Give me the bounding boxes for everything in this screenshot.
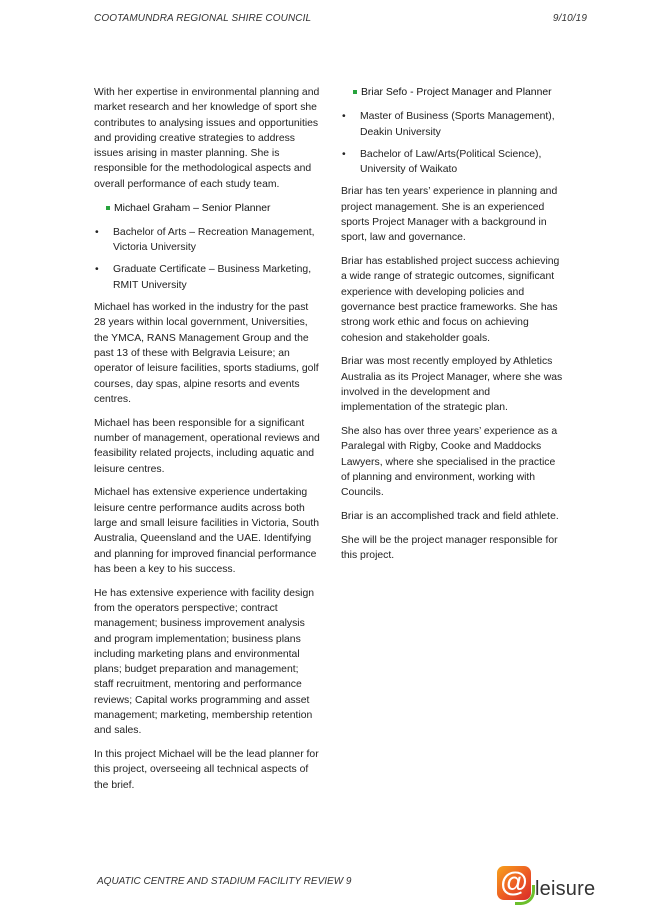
qualification-text: Bachelor of Arts – Recreation Management, Victoria University bbox=[113, 226, 315, 254]
body-paragraph: He has extensive experience with facility design from the operators perspective; contract management; business improvement analysis and program implementation; business plans including marketing plans and environmental plans; budget preparation and management; staff recruitment, mentoring and performance reviews; Capital works programming and asset management; marketing, membership retention and sales. bbox=[94, 587, 315, 737]
michael-heading-text: Michael Graham – Senior Planner bbox=[114, 202, 271, 214]
green-square-bullet-icon bbox=[106, 206, 110, 210]
michael-heading bbox=[94, 201, 320, 216]
at-symbol: @ bbox=[500, 866, 528, 897]
briar-heading bbox=[341, 85, 563, 100]
body-paragraph: Briar has ten years’ experience in planning and project management. She is an experienced sports Project Manager with a background in sport, law and governance. bbox=[341, 186, 558, 244]
body-paragraph: Briar was most recently employed by Athletics Australia as its Project Manager, where she was involved in the development and implementation of the strategic plan. bbox=[341, 356, 563, 414]
qualification-text: Master of Business (Sports Management), Deakin University bbox=[360, 111, 555, 138]
header-org: COOTAMUNDRA REGIONAL SHIRE COUNCIL bbox=[94, 13, 312, 24]
bullet-icon: • bbox=[342, 148, 346, 160]
qualification-item bbox=[94, 262, 320, 293]
header-date: 9/10/19 bbox=[552, 13, 587, 24]
qualification-text: Graduate Certificate – Business Marketing, RMIT University bbox=[113, 264, 312, 291]
body-paragraph: In this project Michael will be the lead planner for this project, overseeing all technical aspects of the brief. bbox=[94, 749, 319, 791]
body-paragraph: Briar is an accomplished track and field athlete. bbox=[341, 511, 559, 523]
bullet-icon: • bbox=[342, 111, 346, 123]
green-square-bullet-icon bbox=[353, 90, 357, 94]
body-paragraph: Michael has been responsible for a significant number of management, operational reviews and feasibility related projects, including aquatic and leisure centres. bbox=[94, 417, 320, 475]
body-paragraph: Michael has worked in the industry for the past 28 years within local government, Universities, the YMCA, RANS Management Group and the past 13 of these with Belgravia Leisure; an operator of leisure facilities, sports stadiums, golf courses, day spas, alpine resorts and events centres. bbox=[94, 302, 319, 405]
right-column bbox=[341, 85, 563, 572]
bullet-icon: • bbox=[95, 264, 99, 276]
footer-title: AQUATIC CENTRE AND STADIUM FACILITY REVIEW 9 bbox=[97, 876, 352, 887]
green-arc-icon bbox=[515, 885, 535, 905]
body-paragraph: She will be the project manager responsible for this project. bbox=[341, 534, 558, 562]
body-paragraph: Briar has established project success achieving a wide range of strategic outcomes, significant experience with developing policies and governance best practice frameworks. She has strong work ethic and focus on achieving cohesion and stakeholder goals. bbox=[341, 256, 560, 344]
logo-wordmark: leisure bbox=[535, 878, 596, 900]
qualification-item bbox=[341, 147, 563, 178]
qualification-text: Bachelor of Law/Arts(Political Science), University of Waikato bbox=[360, 148, 542, 176]
intro-paragraph: With her expertise in environmental planning and market research and her knowledge of sport she contributes to analysing issues and opportunities and providing creative strategies to address issues arising in master planning. She is responsible for the methodological aspects and overall performance of each study team. bbox=[94, 87, 320, 190]
briar-heading-text: Briar Sefo - Project Manager and Planner bbox=[361, 87, 552, 98]
body-paragraph: Michael has extensive experience undertaking leisure centre performance audits across both large and small leisure facilities in Victoria, South Australia, Queensland and the UAE. Identifying and planning for improved financial performance has been a key to his success. bbox=[94, 487, 320, 575]
left-column bbox=[94, 85, 320, 801]
body-paragraph: She also has over three years’ experience as a Paralegal with Rigby, Cooke and Maddocks Lawyers, where she specialised in the practice of planning and environment, working with Councils. bbox=[341, 426, 558, 499]
qualification-item bbox=[94, 225, 320, 256]
qualification-item bbox=[341, 109, 563, 140]
bullet-icon: • bbox=[95, 226, 99, 238]
at-logo-icon bbox=[497, 866, 531, 900]
leisure-logo bbox=[497, 866, 607, 906]
